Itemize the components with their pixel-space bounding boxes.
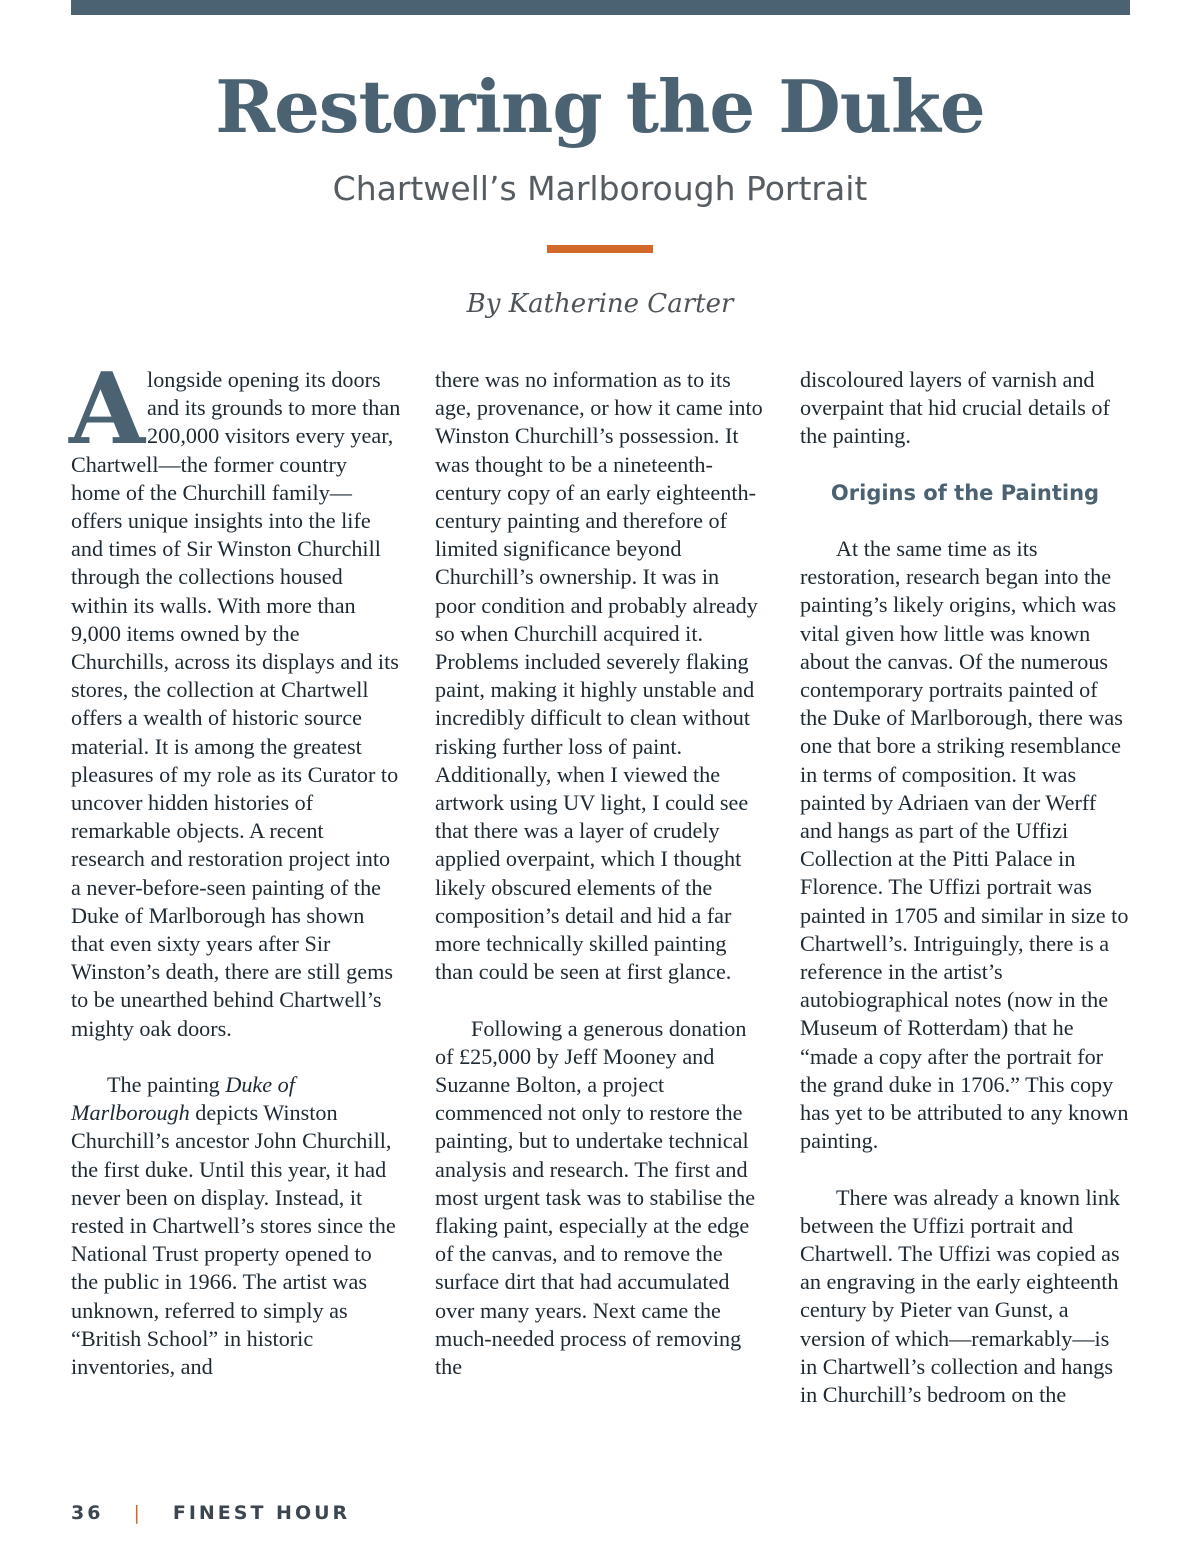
paragraph-text: The painting bbox=[107, 1072, 226, 1098]
paragraph-text: depicts Winston Churchill’s ancestor John Churchill, the first duke. Until this year, it had never been on display. Instead, it rested in Chartwell’s stores since the National Trust property opened to the public in 1966. The artist was unknown, referred to simply as “British School” in historic inventories, and bbox=[71, 1100, 396, 1380]
paragraph: there was no information as to its age, provenance, or how it came into Winston Churchill’s possession. It was thought to be a nineteenth-century copy of an early eighteenth-century painting and therefore of limited significance beyond Churchill’s ownership. It was in poor condition and probably already so when Churchill acquired it. Problems included severely flaking paint, making it highly unstable and incredibly difficult to clean without risking further loss of paint. Additionally, when I viewed the artwork using UV light, I could see that there was a layer of crudely applied overpaint, which I thought likely obscured elements of the composition’s detail and hid a far more technically skilled painting than could be seen at first glance. bbox=[435, 367, 763, 985]
article-title: Restoring the Duke bbox=[215, 64, 985, 149]
paragraph: discoloured layers of varnish and overpaint that hid crucial details of the painting. bbox=[800, 367, 1110, 449]
footer-separator: | bbox=[133, 1502, 143, 1524]
paragraph: There was already a known link between the Uffizi portrait and Chartwell. The Uffizi was copied as an engraving in the early eighteenth century by Pieter van Gunst, a version of which—remarkably—is in Chartwell’s collection and hangs in Churchill’s bedroom on the bbox=[800, 1184, 1121, 1408]
paragraph bbox=[69, 352, 401, 1043]
section-heading: Origins of the Painting bbox=[830, 480, 1100, 505]
publication-name: FINEST HOUR bbox=[172, 1502, 351, 1524]
paragraph bbox=[71, 1071, 401, 1381]
article-subtitle: Chartwell’s Marlborough Portrait bbox=[332, 169, 868, 208]
column-1 bbox=[69, 352, 401, 1409]
paragraph-text: longside opening its doors and its grounds to more than 200,000 visitors every year, Chartwell—the former country home of the Churchill family—offers unique insights into the life and times of Sir Winston Churchill through the collections housed within its walls. With more than 9,000 items owned by the Churchills, across its displays and its stores, the collection at Chartwell offers a wealth of historic source material. It is among the greatest pleasures of my role as its Curator to uncover hidden histories of remarkable objects. A recent research and restoration project into a never-before-seen painting of the Duke of Marlborough has shown that even sixty years after Sir Winston’s death, there are still gems to be unearthed behind Chartwell’s mighty oak doors. bbox=[71, 367, 401, 1041]
column-2 bbox=[435, 366, 765, 1409]
column-3 bbox=[800, 366, 1130, 1437]
paragraph: Following a generous donation of £25,000 by Jeff Mooney and Suzanne Bolton, a project commenced not only to restore the painting, but to undertake technical analysis and research. The first and most urgent task was to stabilise the flaking paint, especially at the edge of the canvas, and to remove the surface dirt that had accumulated over many years. Next came the much-needed process of removing the bbox=[435, 1015, 756, 1380]
top-bar bbox=[71, 0, 1130, 15]
page-footer bbox=[71, 1499, 350, 1527]
drop-cap: A bbox=[69, 352, 146, 467]
painting-title: Duke of Marlborough bbox=[71, 1072, 295, 1126]
paragraph: At the same time as its restoration, research began into the painting’s likely origins, which was vital given how little was known about the canvas. Of the numerous contemporary portraits painted of the Duke of Marlborough, there was one that bore a striking resemblance in terms of composition. It was painted by Adriaen van der Werff and hangs as part of the Uffizi Collection at the Pitti Palace in Florence. The Uffizi portrait was painted in 1705 and similar in size to Chartwell’s. Intriguingly, there is a reference in the artist’s autobiographical notes (now in the Museum of Rotterdam) that he “made a copy after the portrait for the grand duke in 1706.” This copy has yet to be attributed to any known painting. bbox=[800, 535, 1129, 1154]
byline: By Katherine Carter bbox=[466, 289, 734, 319]
page-number: 36 bbox=[71, 1502, 104, 1524]
title-divider bbox=[547, 245, 653, 253]
